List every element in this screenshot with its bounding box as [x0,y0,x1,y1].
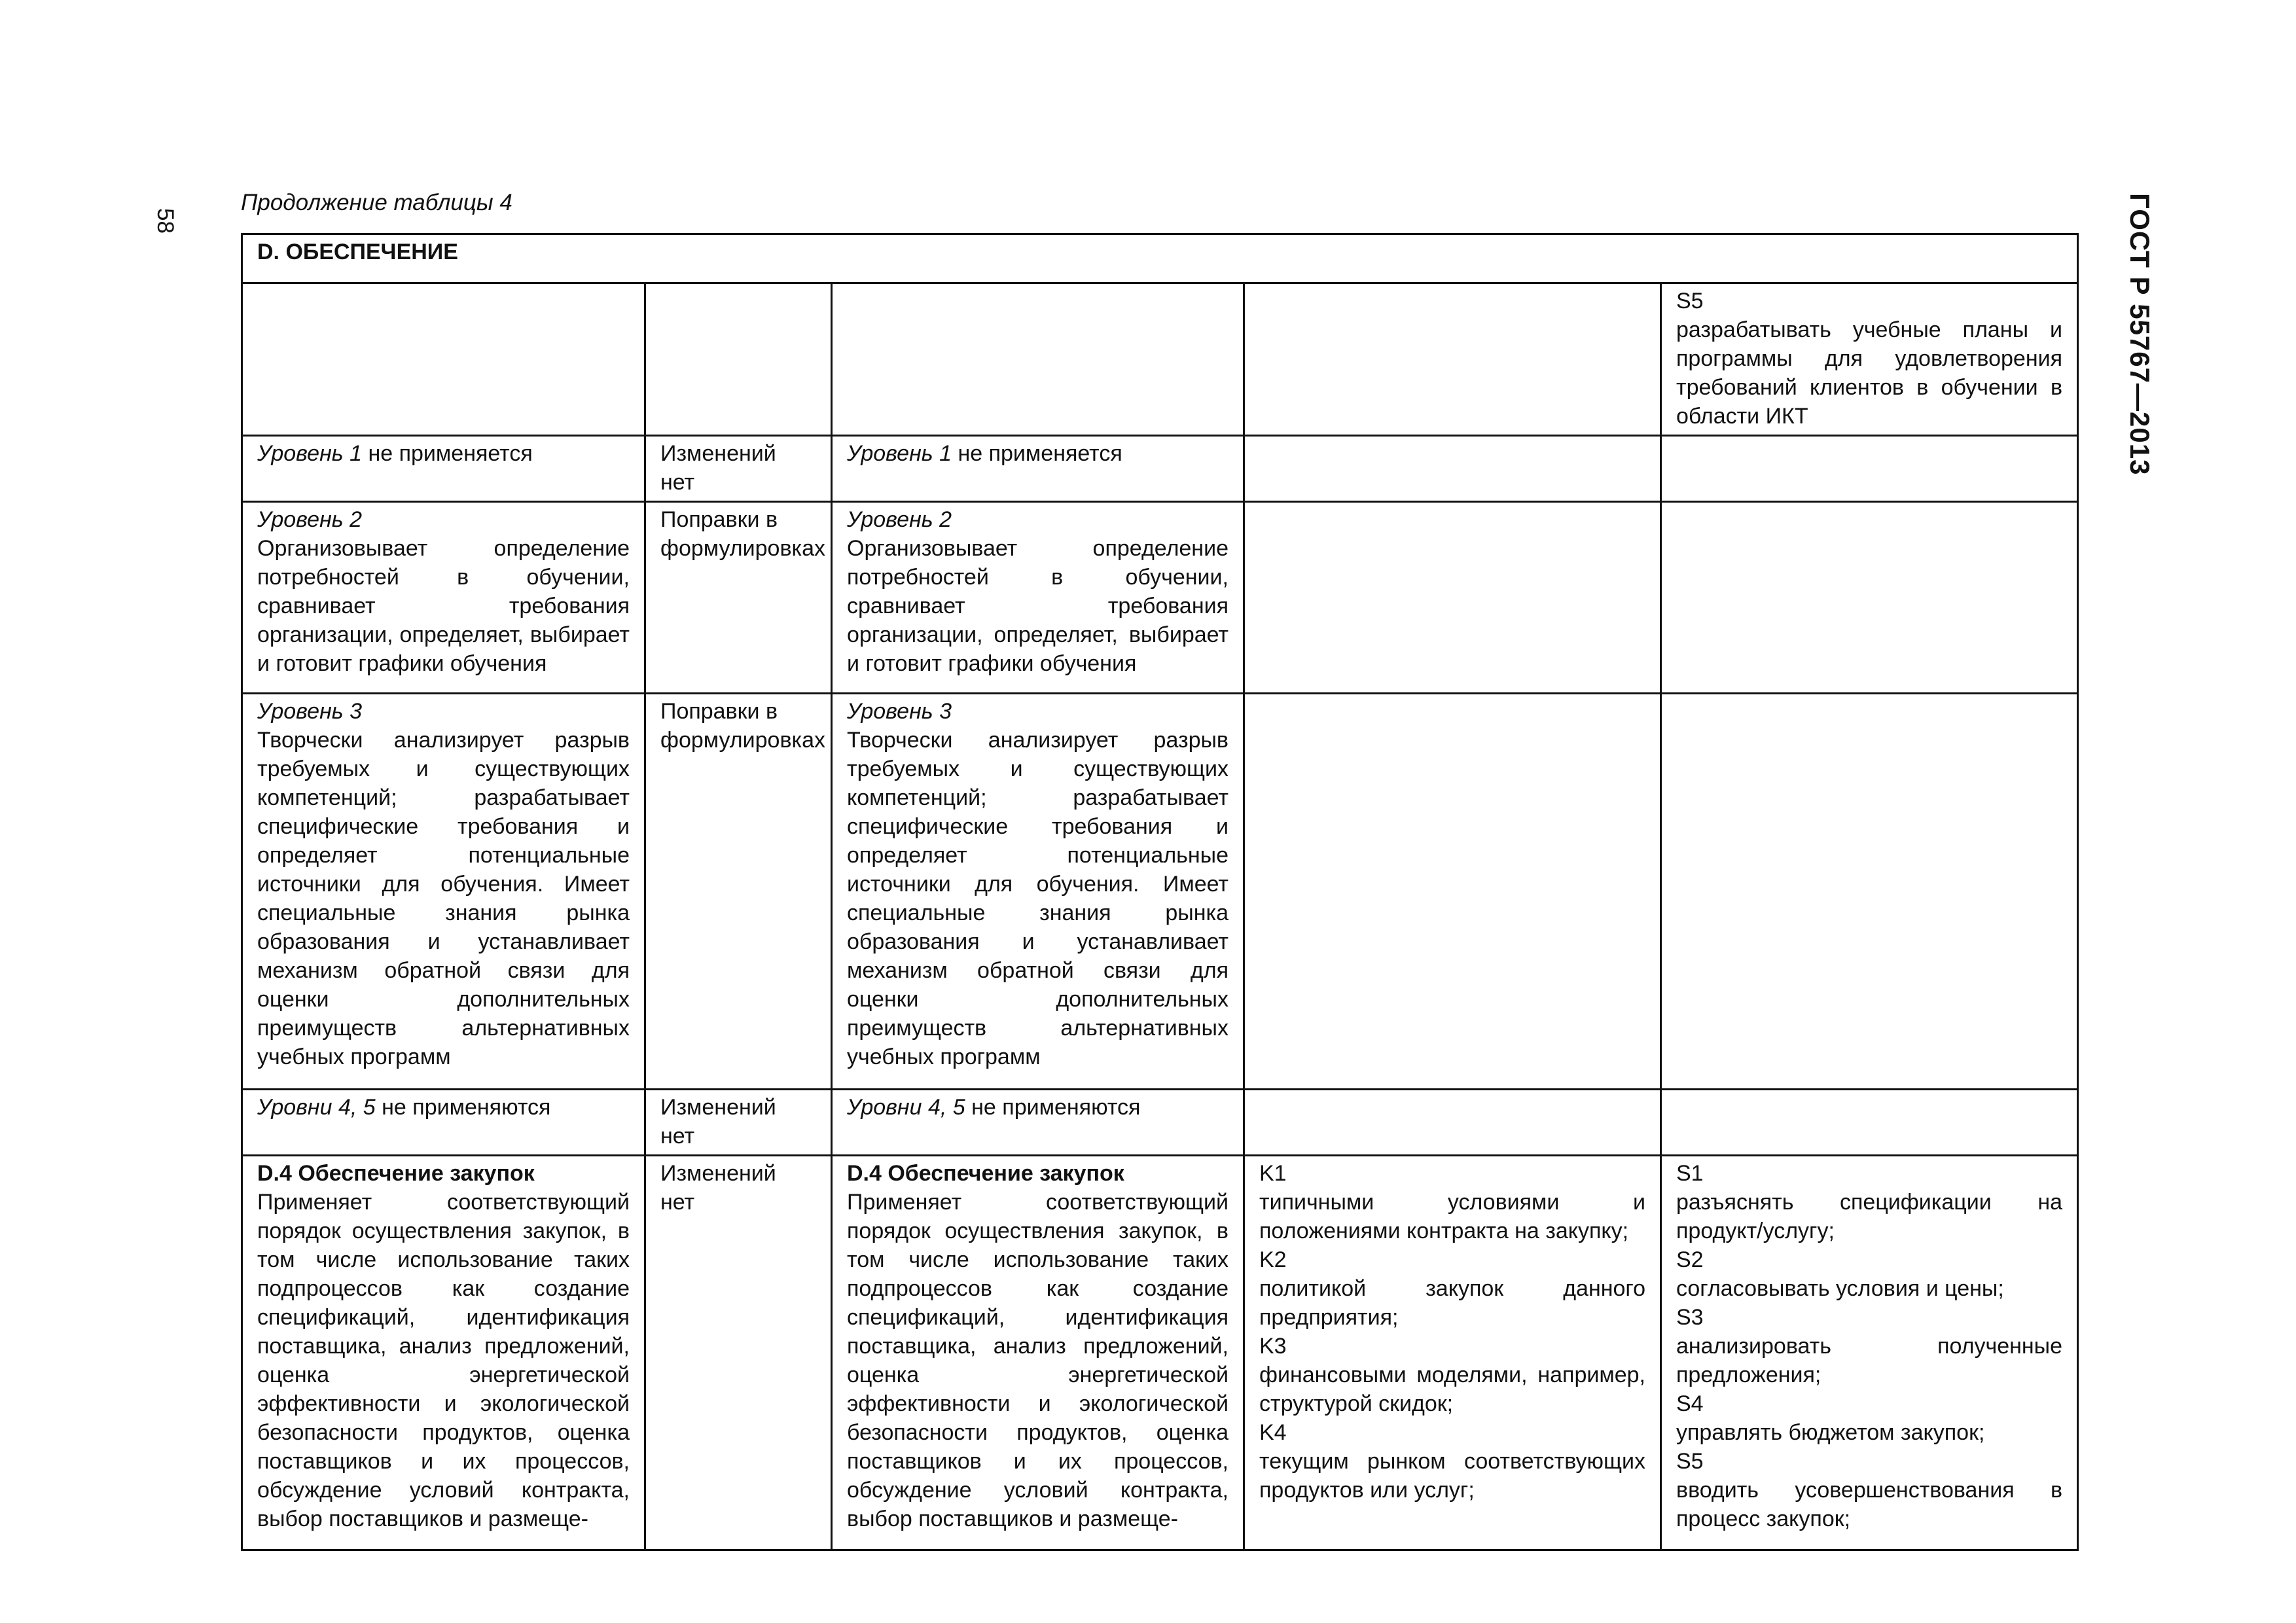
knowledge-code: K4 [1259,1420,1287,1445]
table-row [242,694,2078,1090]
level-label: Уровень 3 [257,699,363,724]
skill-code: S5 [1676,1449,1704,1474]
standard-designation: ГОСТ Р 55767—2013 [2125,193,2155,476]
table-cell [1244,502,1661,694]
competence-cell [242,1156,645,1550]
competence-text: Применяет соответствующий порядок осуществления закупок, в том числе использование таких подпроцессов как создание спецификаций, идентификация поставщика, анализ предложений, оценка энергетической эффективности и экологической безопасности продуктов, оценка поставщиков и их процессов, обсуждение условий контракта, выбор поставщиков и размеще- [257,1190,630,1531]
table-cell [1244,1090,1661,1156]
knowledge-cell [1244,1156,1661,1550]
level-label: Уровень 3 [847,699,952,724]
knowledge-text: финансовыми моделями, например, структурой скидок; [1259,1363,1645,1416]
skill-text: согласовывать условия и цены; [1676,1276,2004,1301]
table-cell [1244,694,1661,1090]
table-row [242,283,2078,436]
skill-text: вводить усовершенствования в процесс закупок; [1676,1478,2063,1531]
table-row [242,1156,2078,1550]
competence-title: D.4 Обеспечение закупок [257,1161,535,1186]
skill-text: управлять бюджетом закупок; [1676,1420,1985,1445]
table-cell [645,283,832,436]
level-text: Творчески анализирует разрыв требуемых и существующих компетенций; разрабатывает специфические требования и определяет потенциальные источники для обучения. Имеет специальные знания рынка образования и устанавливает механизм обратной связи для оценки дополнительных преимуществ альтернативных учебных программ [257,728,630,1069]
skill-text: разъяснять спецификации на продукт/услугу; [1676,1190,2063,1243]
level-label: Уровни 4, 5 [257,1095,376,1120]
competence-title: D.4 Обеспечение закупок [847,1161,1124,1186]
skill-text: анализировать полученные предложения; [1676,1334,2063,1387]
level-cell [242,502,645,694]
knowledge-text: текущим рынком соответствующих продуктов или услуг; [1259,1449,1645,1503]
table-cell [1244,283,1661,436]
level-label: Уровень 2 [257,507,363,532]
competence-table [241,233,2079,1551]
level-cell [242,694,645,1090]
page-number: 58 [152,208,178,234]
knowledge-code: K3 [1259,1334,1287,1359]
table-cell [1661,694,2078,1090]
change-cell: Поправки в формулировках [645,694,832,1090]
level-text: Творчески анализирует разрыв требуемых и существующих компетенций; разрабатывает специфические требования и определяет потенциальные источники для обучения. Имеет специальные знания рынка образования и устанавливает механизм обратной связи для оценки дополнительных преимуществ альтернативных учебных программ [847,728,1229,1069]
level-label: Уровень 2 [847,507,952,532]
level-text: не применяются [375,1095,551,1120]
level-cell [832,502,1244,694]
competence-cell [832,1156,1244,1550]
level-cell [832,1090,1244,1156]
change-cell: Поправки в формулировках [645,502,832,694]
table-cell [1661,502,2078,694]
change-cell: Изменений нет [645,436,832,502]
level-cell [242,1090,645,1156]
skill-text: разрабатывать учебные планы и программы для удовлетворения требований клиентов в обучении в области ИКТ [1676,317,2063,429]
skill-code: S4 [1676,1391,1704,1416]
table-caption: Продолжение таблицы 4 [241,190,512,215]
level-cell [832,694,1244,1090]
level-text: Организовывает определение потребностей в обучении, сравнивает требования организации, определяет, выбирает и готовит графики обучения [847,536,1229,676]
level-label: Уровень 1 [257,441,363,466]
level-text: не применяется [952,441,1122,466]
skill-code: S2 [1676,1247,1704,1272]
table-cell [1661,1090,2078,1156]
change-cell: Изменений нет [645,1090,832,1156]
level-text: Организовывает определение потребностей в обучении, сравнивает требования организации, определяет, выбирает и готовит графики обучения [257,536,630,676]
level-text: не применяется [362,441,533,466]
level-cell [242,436,645,502]
table-cell [1661,436,2078,502]
table-row [242,502,2078,694]
table-cell [242,283,645,436]
skill-code: S1 [1676,1161,1704,1186]
table-cell [1244,436,1661,502]
level-text: не применяются [965,1095,1141,1120]
competence-text: Применяет соответствующий порядок осуществления закупок, в том числе использование таких подпроцессов как создание спецификаций, идентификация поставщика, анализ предложений, оценка энергетической эффективности и экологической безопасности продуктов, оценка поставщиков и их процессов, обсуждение условий контракта, выбор поставщиков и размеще- [847,1190,1229,1531]
table-cell [832,283,1244,436]
level-cell [832,436,1244,502]
knowledge-text: политикой закупок данного предприятия; [1259,1276,1645,1330]
table-row [242,1090,2078,1156]
knowledge-code: K1 [1259,1161,1287,1186]
knowledge-code: K2 [1259,1247,1287,1272]
change-cell: Изменений нет [645,1156,832,1550]
table-row [242,436,2078,502]
knowledge-text: типичными условиями и положениями контракта на закупку; [1259,1190,1645,1243]
skill-code: S3 [1676,1305,1704,1330]
section-title: D. ОБЕСПЕЧЕНИЕ [242,234,2078,283]
skill-code: S5 [1676,289,1704,313]
level-label: Уровень 1 [847,441,952,466]
level-label: Уровни 4, 5 [847,1095,965,1120]
section-header-row [242,234,2078,283]
skills-cell [1661,1156,2078,1550]
skills-cell [1661,283,2078,436]
